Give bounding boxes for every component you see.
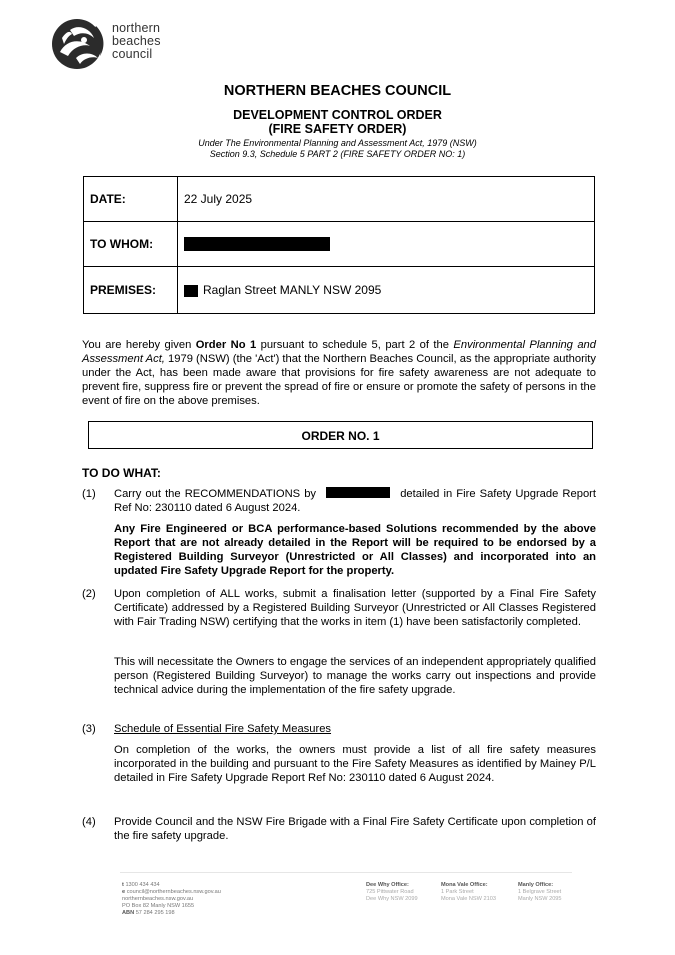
website: northernbeaches.nsw.gov.au (122, 896, 194, 902)
to-whom-label: TO WHOM: (84, 222, 178, 267)
item-1-number: (1) (82, 488, 96, 500)
dee-why-street: 725 Pittwater Road (366, 889, 414, 895)
to-whom-value (178, 222, 595, 267)
email-address: council@northernbeaches.nsw.gov.au (126, 889, 221, 895)
legislation-line-1: Under The Environmental Planning and Assessment Act, 1979 (NSW) (198, 138, 477, 148)
date-label: DATE: (84, 177, 178, 222)
table-row-premises (84, 267, 595, 314)
order-title-line-1: DEVELOPMENT CONTROL ORDER (233, 108, 442, 122)
redaction-block (184, 285, 198, 297)
table-row-to-whom (84, 222, 595, 267)
manly-title: Manly Office: (518, 882, 554, 888)
email-label: e (122, 889, 126, 895)
council-title: NORTHERN BEACHES COUNCIL (223, 83, 452, 99)
item-1-requirement: Any Fire Engineered or BCA performance-based Solutions recommended by the above Report that are not already detailed in the Report will be required to be endorsed by a Registered Building Surveyor (Unrestricted or All Classes) and incorporated into an updated Fire Safety Upgrade Report for the property. (114, 523, 596, 577)
item-2-number: (2) (82, 588, 96, 600)
intro-order-number: Order No 1 (195, 339, 257, 351)
item-3-number: (3) (82, 723, 96, 735)
premises-value (178, 267, 595, 314)
footer-divider (120, 872, 572, 873)
table-row-date (84, 177, 595, 222)
mona-vale-title: Mona Vale Office: (441, 882, 488, 888)
intro-text-3: 1979 (NSW) (the 'Act') that the Northern Beaches Council, as the appropriate authority under the Act, has been made aware that provisions for fire safety awareness are not adequate to prevent fire, suppress fire or prevent the spread of fire or ensure or promote the safety of persons in the event of fire on the above premises. (82, 353, 596, 407)
item-1-text (114, 487, 596, 515)
legislation-line-2: Section 9.3, Schedule 5 PART 2 (FIRE SAFETY ORDER NO: 1) (209, 149, 466, 159)
postal-address: PO Box 82 Manly NSW 1655 (122, 903, 195, 909)
mona-vale-street: 1 Park Street (441, 889, 474, 895)
legislation-reference (0, 138, 675, 160)
footer-dee-why-office (366, 882, 418, 903)
item-2-text: Upon completion of ALL works, submit a finalisation letter (supported by a Final Fire Safety Certificate) addressed by a Registered Building Surveyor (Unrestricted or All Classes Registered with Fair Trading NSW) certifying that the works in item (1) have been satisfactorily completed. (114, 588, 596, 628)
premises-label: PREMISES: (84, 267, 178, 314)
item-1-text-a: Carry out the RECOMMENDATIONS by (114, 488, 317, 500)
abn-number: 57 284 295 198 (135, 910, 175, 916)
footer-manly-office (518, 882, 562, 903)
intro-text-2: pursuant to schedule 5, part 2 of the (256, 339, 454, 351)
item-3-title: Schedule of Essential Fire Safety Measures (114, 723, 332, 735)
logo-line-1: northern (112, 21, 161, 35)
mona-vale-suburb: Mona Vale NSW 2103 (441, 896, 496, 902)
phone-label: t (122, 882, 124, 888)
item-4-number: (4) (82, 816, 96, 828)
item-2-note: This will necessitate the Owners to engage the services of an independent appropriately qualified person (Registered Building Surveyor) to manage the works carry out inspections and provide technical advice during the implementation of the fire safety upgrade. (114, 656, 596, 696)
date-value: 22 July 2025 (178, 177, 595, 222)
footer-contact (122, 882, 221, 917)
item-4-text: Provide Council and the NSW Fire Brigade with a Final Fire Safety Certificate upon completion of the fire safety upgrade. (114, 816, 596, 842)
dee-why-title: Dee Why Office: (366, 882, 409, 888)
redaction-block (184, 237, 330, 251)
redaction-block (326, 487, 390, 498)
logo-line-2: beaches (112, 34, 161, 48)
order-title-line-2: (FIRE SAFETY ORDER) (268, 122, 407, 136)
premises-address: Raglan Street MANLY NSW 2095 (203, 283, 382, 297)
footer-mona-vale-office (441, 882, 496, 903)
abn-label: ABN (122, 910, 135, 916)
intro-paragraph (82, 338, 596, 408)
logo-line-3: council (112, 47, 153, 61)
intro-text-1: You are hereby given (82, 339, 196, 351)
item-3-text: On completion of the works, the owners must provide a list of all fire safety measures incorporated in the building and pursuant to the Fire Safety Measures as identified by Mainey P/L detailed in Fire Safety Upgrade Report Ref No: 230110 dated 6 August 2024. (114, 744, 596, 784)
to-do-heading: TO DO WHAT: (82, 466, 161, 480)
intro-act-name: Environmental Planning and Assessment Act, (82, 339, 597, 365)
order-title (0, 108, 675, 136)
order-details-table (83, 176, 595, 314)
manly-suburb: Manly NSW 2095 (518, 896, 562, 902)
phone-number: 1300 434 434 (125, 882, 160, 888)
council-logo-text (112, 22, 161, 61)
order-number-box: ORDER NO. 1 (88, 421, 593, 449)
manly-street: 1 Belgrave Street (518, 889, 562, 895)
council-logo-icon (50, 16, 108, 72)
dee-why-suburb: Dee Why NSW 2099 (366, 896, 418, 902)
item-1-text-b: detailed in Fire Safety Upgrade Report Ref No: 230110 dated 6 August 2024. (114, 488, 597, 514)
